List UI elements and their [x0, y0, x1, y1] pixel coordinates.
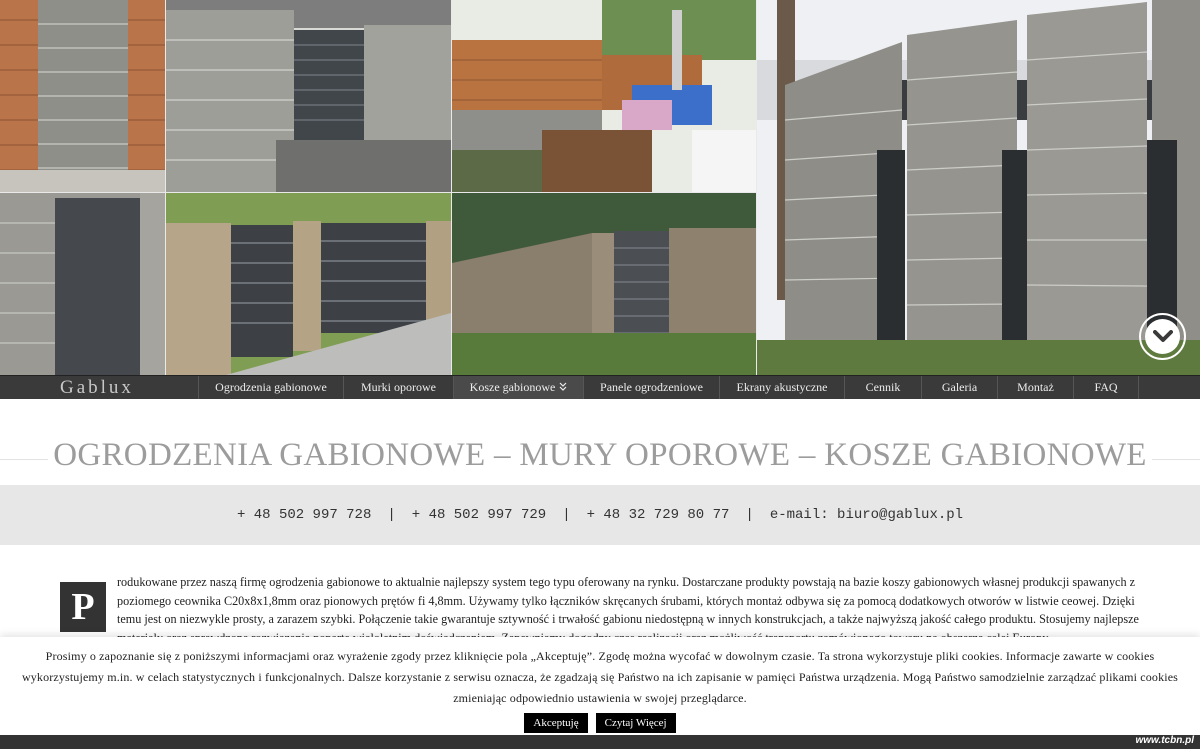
cookie-notice-text: Prosimy o zapoznanie się z poniższymi informacjami oraz wyrażenie zgody przez kliknięcie pola „Akceptuję”. Zgodę można wycofać w dowolnym czasie. Ta strona wykorzystuje pliki cookies. Informacje zawarte w cookies wykorzystujemy m.in. w celach statystycznych i funkcjonalnych. Dalsze korzystanie z serwisu oznacza, że zgadzają się Państwo na ich zapisanie w pamięci Państwa urządzenia. Mogą Państwo samodzielnie zarządzać plikami cookies zmieniając odpowiednio ustawienia w swojej przeglądarce.	[21, 649, 1179, 705]
hero-photo-fence-with-pool	[452, 0, 756, 192]
nav-item-label: Galeria	[941, 380, 978, 394]
nav-item-label: FAQ	[1094, 380, 1118, 394]
contact-separator: |	[745, 507, 754, 523]
intro-paragraph: rodukowane przez naszą firmę ogrodzenia gabionowe to aktualnie najlepszy system tego typu oferowany na rynku. Dostarczane produkty powstają na bazie koszy gabionowych własnej produkcji spawanych z poziomego ceownika C20x8x1,8mm oraz pionowych prętów fi 4,8mm. Używamy tylko łączników skręcanych śrubami, których montaż odbywa się za pomocą dodatkowych otworów w listwie ceowej. Dzięki temu jest on niezwykle prosty, a zarazem szybki. Połączenie takie gwarantuje sztywność i trwałość gabionu niedostępną w innych konstrukcjach, a także najwyższą jakość całego produktu. Stosujemy najlepsze	[117, 575, 1139, 626]
contact-separator: |	[562, 507, 571, 523]
site-logo[interactable]: Gablux	[60, 376, 134, 398]
cookie-buttons	[0, 713, 1200, 733]
hero-photo-wood-gabion-fence	[0, 0, 165, 192]
phone-number-2[interactable]: + 48 502 997 729	[411, 507, 547, 523]
nav-item-ekrany-akustyczne[interactable]	[719, 376, 844, 399]
nav-item-faq[interactable]	[1073, 376, 1139, 399]
nav-item-ogrodzenia-gabionowe[interactable]	[198, 376, 343, 399]
intro-section	[60, 572, 1140, 647]
nav-item-kosze-gabionowe[interactable]	[453, 376, 583, 399]
contact-separator: |	[387, 507, 396, 523]
nav-item-label: Ogrodzenia gabionowe	[215, 380, 327, 394]
page-title: OGRODZENIA GABIONOWE – MURY OPOROWE – KOSZE GABIONOWE	[53, 437, 1147, 473]
hero-photo-long-gabion-wall	[452, 193, 756, 375]
nav-item-label: Kosze gabionowe	[469, 380, 556, 394]
footer-strip	[0, 735, 1200, 749]
nav-item-label: Montaż	[1017, 380, 1054, 394]
page-heading	[0, 437, 1200, 483]
dropcap: P	[60, 582, 106, 632]
hero-photo-gabion-gate	[166, 0, 451, 192]
nav-item-cennik[interactable]	[844, 376, 921, 399]
nav-item-label: Ekrany akustyczne	[736, 380, 828, 394]
nav-item-label: Murki oporowe	[361, 380, 436, 394]
cookie-consent-bar	[0, 637, 1200, 749]
nav-item-murki-oporowe[interactable]	[343, 376, 453, 399]
cookie-read-more-button[interactable]: Czytaj Więcej	[596, 713, 676, 733]
nav-item-galeria[interactable]	[921, 376, 997, 399]
contact-bar	[0, 485, 1200, 545]
email-link[interactable]: e-mail: biuro@gablux.pl	[769, 507, 964, 523]
hero-photo-sliding-gate	[166, 193, 451, 375]
scroll-down-button[interactable]	[1139, 313, 1186, 360]
cookie-accept-button[interactable]: Akceptuję	[524, 713, 587, 733]
hero-photo-tall-gabion-columns	[757, 0, 1200, 375]
phone-number-3[interactable]: + 48 32 729 80 77	[586, 507, 730, 523]
hero-photo-gabion-dark-panel	[0, 193, 165, 375]
phone-number-1[interactable]: + 48 502 997 728	[236, 507, 372, 523]
nav-item-panele-ogrodzeniowe[interactable]	[583, 376, 719, 399]
nav-item-label: Panele ogrodzeniowe	[600, 380, 703, 394]
nav-menu	[198, 376, 1139, 399]
watermark: www.tcbn.pl	[1135, 735, 1194, 746]
main-navigation	[0, 375, 1200, 399]
chevron-down-circle-icon	[1145, 319, 1180, 354]
nav-item-montaz[interactable]	[997, 376, 1073, 399]
nav-item-label: Cennik	[865, 380, 901, 394]
double-chevron-down-icon	[559, 382, 567, 393]
